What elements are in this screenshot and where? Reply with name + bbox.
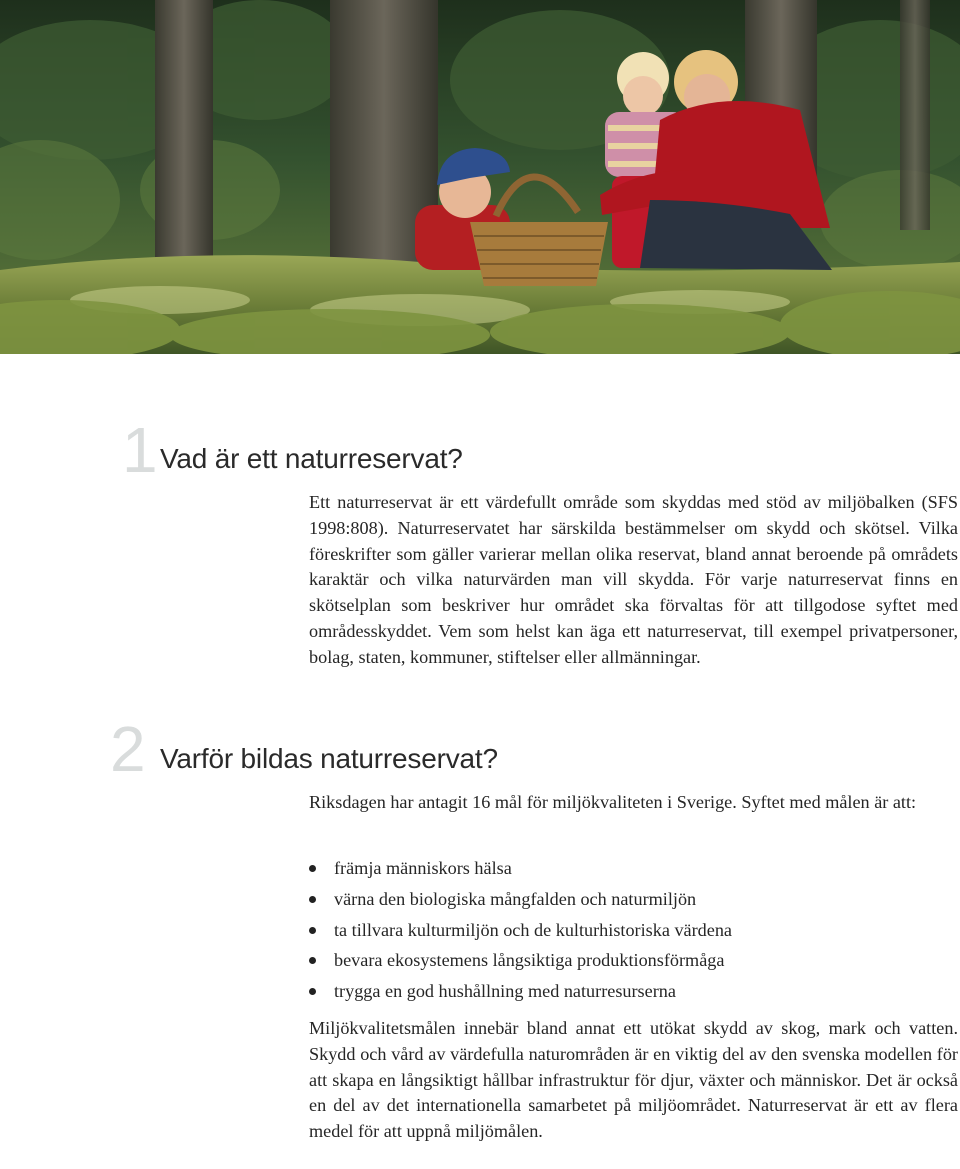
list-item-text: trygga en god hushållning med naturresurserna [334,981,676,1002]
bullet-icon [309,927,316,934]
forest-family-photo [0,0,960,354]
list-item-text: bevara ekosystemens långsiktiga produktionsförmåga [334,950,725,971]
list-item [309,915,958,946]
bullet-icon [309,896,316,903]
section-1-paragraph: Ett naturreservat är ett värdefullt område som skyddas med stöd av miljöbalken (SFS 1998:808). Naturreservatet har särskilda bestämmelser om skydd och skötsel. Vilka föreskrifter som gäller varierar mellan olika reservat, bland annat beroende på områdets karaktär och vilka naturvärden man vill skydda. För varje naturreservat finns en skötselplan som beskriver hur området ska förvaltas för att tillgodose syftet med områdesskyddet. Vem som helst kan äga ett naturreservat, till exempel privatpersoner, bolag, staten, kommuner, stiftelser eller allmänningar. [309,492,958,667]
bullet-icon [309,865,316,872]
list-item [309,976,958,1007]
list-item-text: värna den biologiska mångfalden och naturmiljön [334,888,697,909]
section-title: Varför bildas naturreservat? [160,743,498,774]
goals-list [309,853,958,1007]
list-item-text: främja människors hälsa [334,858,512,878]
section-2-intro: Riksdagen har antagit 16 mål för miljökvaliteten i Sverige. Syftet med målen är att: [309,792,917,812]
section-2-outro: Miljökvalitetsmålen innebär bland annat ett utökat skydd av skog, mark och vatten. Skydd och vård av värdefulla naturområden är en viktig del av den svenska modellen för att skapa en långsiktigt hållbar infrastruktur för djur, växter och människor. Det är också en del av det internationella samarbetet på miljöområdet. Naturreservat är ett av flera medel för att uppnå miljömålen. [309,1018,958,1142]
list-item-text: ta tillvara kulturmiljön och de kulturhistoriska värdena [334,919,733,940]
list-item [309,884,958,915]
section-number: 1 [122,414,158,486]
bullet-icon [309,957,316,964]
section-title: Vad är ett naturreservat? [160,443,463,474]
bullet-icon [309,988,316,995]
section-number: 2 [110,713,146,785]
list-item [309,853,958,884]
list-item [309,945,958,976]
